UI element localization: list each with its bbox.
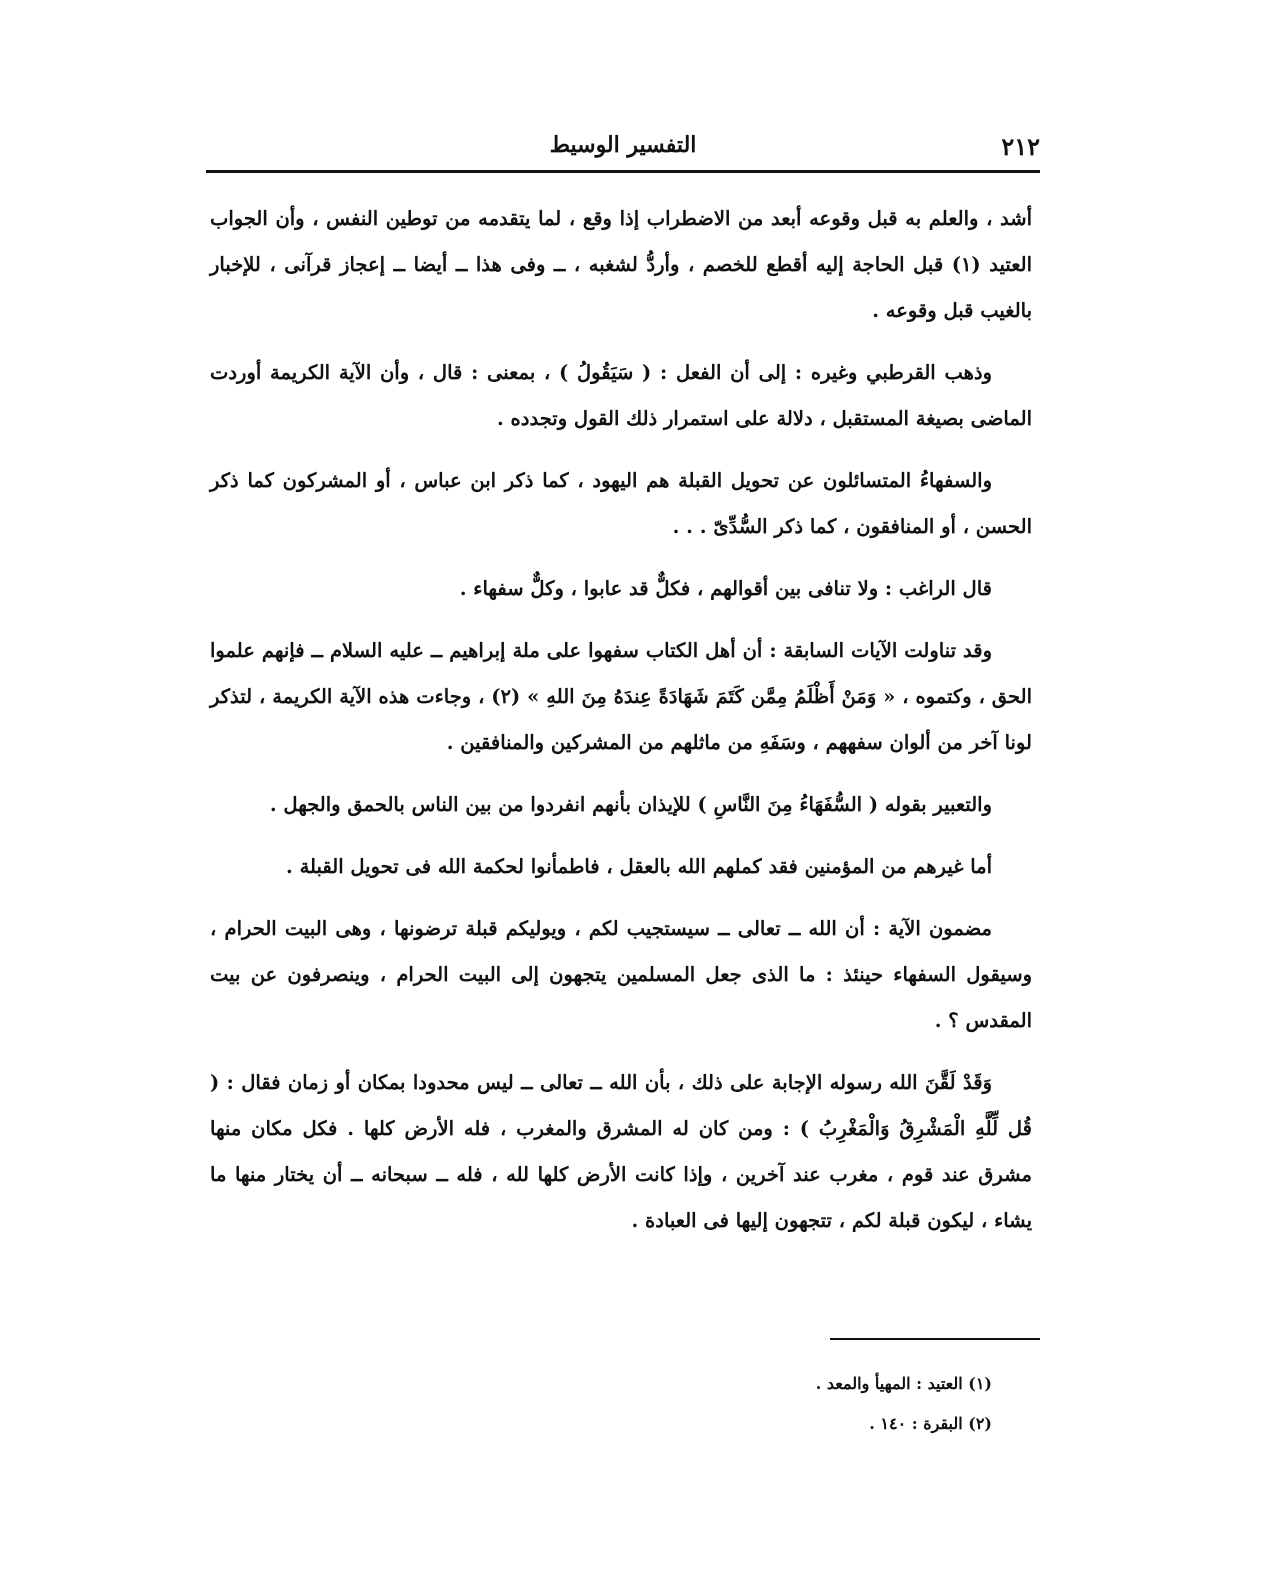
- header-rule: [206, 170, 1040, 173]
- paragraph: وذهب القرطبي وغيره : إلى أن الفعل : ( سَيَقُولُ ) ، بمعنى : قال ، وأن الآية الكريمة أوردت الماضى بصيغة المستقبل ، دلالة على استمرار ذلك القول وتجدده .: [210, 361, 1032, 430]
- running-title: التفسير الوسيط: [549, 132, 697, 158]
- main-text: [210, 196, 1032, 1260]
- footnote: (١) العتيد : المهيأ والمعد .: [815, 1374, 992, 1393]
- paragraph: أشد ، والعلم به قبل وقوعه أبعد من الاضطراب إذا وقع ، لما يتقدمه من توطين النفس ، وأن الجواب العتيد (١) قبل الحاجة إليه أقطع للخصم ، وأردُّ لشغبه ، ــ وفى هذا ــ أيضا ــ إعجاز قرآنى ، للإخبار بالغيب قبل وقوعه .: [210, 207, 1032, 322]
- footnotes: [600, 1364, 992, 1444]
- paragraph: قال الراغب : ولا تنافى بين أقوالهم ، فكلٌّ قد عابوا ، وكلٌّ سفهاء .: [459, 577, 992, 600]
- footnote: (٢) البقرة : ١٤٠ .: [869, 1414, 992, 1433]
- paragraph: مضمون الآية : أن الله ــ تعالى ــ سيستجيب لكم ، ويوليكم قبلة ترضونها ، وهى البيت الحرام ، وسيقول السفهاء حينئذ : ما الذى جعل المسلمين يتجهون إلى البيت الحرام ، وينصرفون عن بيت المقدس ؟ .: [210, 917, 1032, 1032]
- paragraph: وقد تناولت الآيات السابقة : أن أهل الكتاب سفهوا على ملة إبراهيم ــ عليه السلام ــ فإنهم علموا الحق ، وكتموه ، « وَمَنْ أَظْلَمُ مِمَّن كَتَمَ شَهَادَةً عِندَهُ مِنَ اللهِ » (٢) ، وجاءت هذه الآية الكريمة ، لتذكر لونا آخر من ألوان سفههم ، وسَفَهِ من ماثلهم من المشركين والمنافقين .: [210, 639, 1032, 754]
- paragraph: وَقَدْ لَقَّنَ الله رسوله الإجابة على ذلك ، بأن الله ــ تعالى ــ ليس محدودا بمكان أو زمان فقال : ( قُل لِّلَّهِ الْمَشْرِقُ وَالْمَغْرِبُ ) : ومن كان له المشرق والمغرب ، فله الأرض كلها . فكل مكان منها مشرق عند قوم ، مغرب عند آخرين ، وإذا كانت الأرض كلها لله ، فله ــ سبحانه ــ أن يختار منها ما يشاء ، ليكون قبلة لكم ، تتجهون إليها فى العبادة .: [210, 1071, 1032, 1232]
- page-header: [206, 128, 1040, 166]
- paragraph: والسفهاءُ المتسائلون عن تحويل القبلة هم اليهود ، كما ذكر ابن عباس ، أو المشركون كما ذكر الحسن ، أو المنافقون ، كما ذكر السُّدِّىّ . . .: [210, 469, 1032, 538]
- paragraph: أما غيرهم من المؤمنين فقد كملهم الله بالعقل ، فاطمأنوا لحكمة الله فى تحويل القبلة .: [286, 855, 992, 878]
- page-number: ٢١٢: [1001, 132, 1040, 161]
- paragraph: والتعبير بقوله ( السُّفَهَاءُ مِنَ النَّاسِ ) للإيذان بأنهم انفردوا من بين الناس بالحمق والجهل .: [269, 793, 992, 816]
- footnote-rule: [830, 1338, 1040, 1340]
